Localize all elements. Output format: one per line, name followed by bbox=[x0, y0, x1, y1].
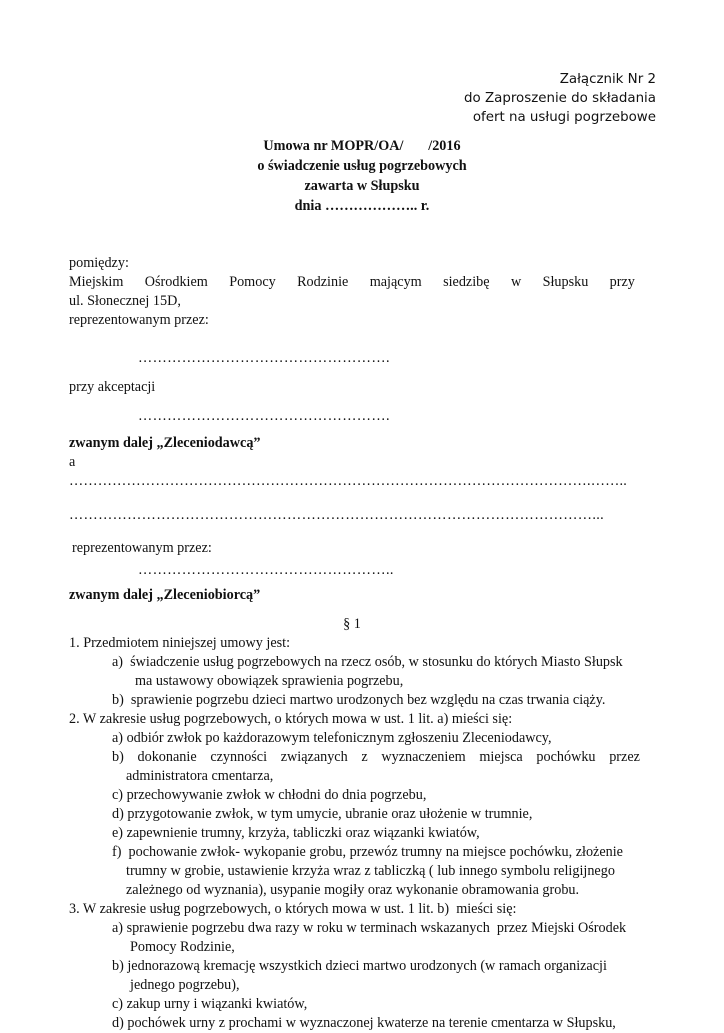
client-label: zwanym dalej „Zleceniodawcą” bbox=[69, 435, 261, 451]
party1-word: Ośrodkiem bbox=[144, 274, 208, 290]
paragraph-2f-line-3: zależnego od wyznania), usypanie mogiły oraz wykonanie obramowania grobu. bbox=[126, 882, 580, 898]
paragraph-2e: e) zapewnienie trumny, krzyża, tabliczki oraz wiązanki kwiatów, bbox=[112, 825, 480, 841]
contractor-label: zwanym dalej „Zleceniobiorcą” bbox=[69, 587, 261, 603]
party1-word: przy bbox=[609, 274, 635, 290]
p2b-word: związanych bbox=[280, 749, 348, 765]
contract-body bbox=[69, 254, 649, 1033]
p2b-word: czynności bbox=[210, 749, 268, 765]
acceptance-label: przy akceptacji bbox=[69, 379, 156, 395]
paragraph-3b-line-1: b) jednorazową kremację wszystkich dzieci martwo urodzonych (w ramach organizacji bbox=[112, 958, 607, 974]
paragraph-2: 2. W zakresie usług pogrzebowych, o których mowa w ust. 1 lit. a) mieści się: bbox=[69, 711, 513, 727]
p2b-word: miejsca bbox=[479, 749, 523, 765]
party1-word: Miejskim bbox=[69, 274, 124, 290]
annex-line-2: do Zaproszenie do składania bbox=[464, 91, 656, 106]
paragraph-3: 3. W zakresie usług pogrzebowych, o których mowa w ust. 1 lit. b) mieści się: bbox=[69, 901, 517, 917]
party1-word: Słupsku bbox=[542, 274, 589, 290]
p2b-word: dokonanie bbox=[137, 749, 197, 765]
and-label: a bbox=[69, 454, 76, 470]
dotted-field-contractor-name: ……………………………………………………………………………………………….…….. bbox=[69, 473, 627, 489]
paragraph-2b-line-2: administratora cmentarza, bbox=[126, 768, 274, 784]
dotted-field-contractor-address: ………………………………………………………………………………………………... bbox=[69, 507, 605, 523]
represented-label-2: reprezentowanym przez: bbox=[72, 540, 212, 556]
party1-word: w bbox=[510, 274, 522, 290]
paragraph-1a-line-1: a) świadczenie usług pogrzebowych na rzecz osób, w stosunku do których Miasto Słupsk bbox=[112, 654, 623, 670]
annex-line-3: ofert na usługi pogrzebowe bbox=[472, 110, 656, 125]
paragraph-3b-line-2: jednego pogrzebu), bbox=[130, 977, 240, 993]
title-line-2: o świadczenie usług pogrzebowych bbox=[257, 158, 467, 174]
party1-word: mającym bbox=[369, 274, 422, 290]
paragraph-2c: c) przechowywanie zwłok w chłodni do dnia pogrzebu, bbox=[112, 787, 427, 803]
between-label: pomiędzy: bbox=[69, 255, 129, 271]
paragraph-2b-line-1 bbox=[69, 748, 640, 767]
paragraph-1b: b) sprawienie pogrzebu dzieci martwo urodzonych bez względu na czas trwania ciąży. bbox=[112, 692, 606, 708]
title-line-3: zawarta w Słupsku bbox=[304, 178, 420, 194]
paragraph-2a: a) odbiór zwłok po każdorazowym telefonicznym zgłoszeniu Zleceniodawcy, bbox=[112, 730, 552, 746]
title-line-4: dnia ……………….. r. bbox=[294, 198, 430, 214]
paragraph-3a-line-1: a) sprawienie pogrzebu dwa razy w roku w terminach wskazanych przez Miejski Ośrodek bbox=[112, 920, 627, 936]
paragraph-2f-line-1: f) pochowanie zwłok- wykopanie grobu, przewóz trumny na miejsce pochówku, złożenie bbox=[112, 844, 623, 860]
dotted-field-acceptance: ……………………………………………. bbox=[138, 408, 390, 424]
party1-word: siedzibę bbox=[443, 274, 490, 290]
p2b-word: pochówku bbox=[536, 749, 596, 765]
party1-line bbox=[69, 273, 635, 292]
paragraph-3d: d) pochówek urny z prochami w wyznaczonej kwaterze na terenie cmentarza w Słupsku, bbox=[112, 1015, 616, 1031]
contract-title bbox=[0, 136, 724, 216]
represented-label-1: reprezentowanym przez: bbox=[69, 312, 209, 328]
section-1-heading: § 1 bbox=[343, 616, 361, 632]
annex-line-1: Załącznik Nr 2 bbox=[559, 72, 656, 87]
paragraph-3a-line-2: Pomocy Rodzinie, bbox=[130, 939, 235, 955]
title-line-1: Umowa nr MOPR/OA/ /2016 bbox=[263, 138, 461, 154]
party1-address: ul. Słonecznej 15D, bbox=[69, 293, 181, 309]
paragraph-1: 1. Przedmiotem niniejszej umowy jest: bbox=[69, 635, 291, 651]
p2b-word: z bbox=[361, 749, 368, 765]
paragraph-2d: d) przygotowanie zwłok, w tym umycie, ubranie oraz ułożenie w trumnie, bbox=[112, 806, 533, 822]
p2b-word: wyznaczeniem bbox=[381, 749, 466, 765]
p2b-word: przez bbox=[609, 749, 640, 765]
annex-header bbox=[464, 70, 656, 127]
party1-word: Pomocy bbox=[229, 274, 276, 290]
dotted-field-representative-2: …………………………………………….. bbox=[138, 562, 394, 578]
party1-word: Rodzinie bbox=[297, 274, 349, 290]
p2b-word: b) bbox=[112, 749, 124, 765]
paragraph-3c: c) zakup urny i wiązanki kwiatów, bbox=[112, 996, 308, 1012]
paragraph-1a-line-2: ma ustawowy obowiązek sprawienia pogrzebu, bbox=[135, 673, 404, 689]
dotted-field-representative-1: ……………………………………………. bbox=[138, 350, 390, 366]
paragraph-2f-line-2: trumny w grobie, ustawienie krzyża wraz z tabliczką ( lub innego symbolu religijnego bbox=[126, 863, 615, 879]
